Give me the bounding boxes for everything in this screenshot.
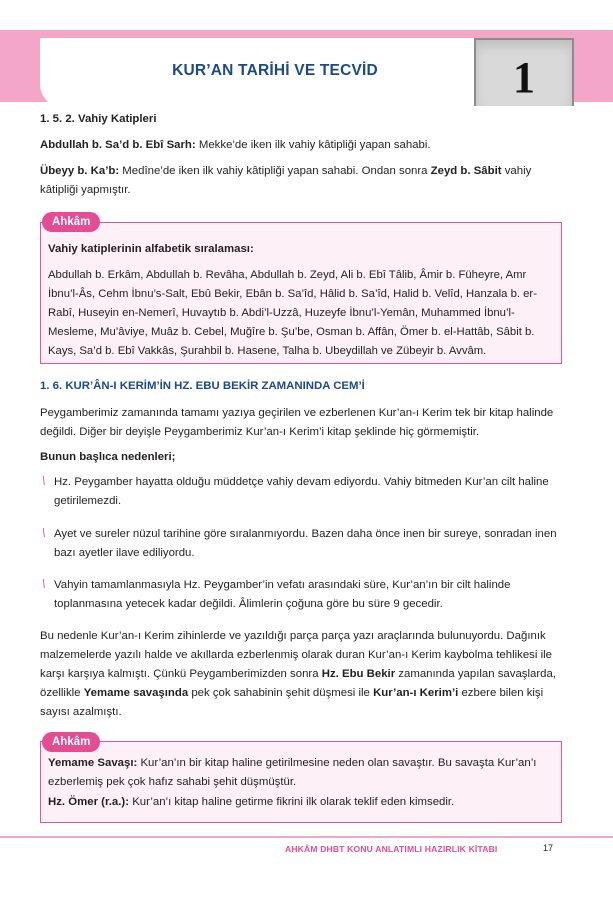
bullet-icon: \ xyxy=(42,526,46,540)
closing-text-3: pek çok sahabinin şehit düşmesi ile xyxy=(188,687,374,699)
ahkam-tab: Ahkâm xyxy=(42,212,100,232)
text-abdullah: Mekke’de iken ilk vahiy kâtipliği yapan sahabi. xyxy=(195,139,431,151)
ahkam-yemame-line xyxy=(48,754,556,792)
header-title-panel xyxy=(40,38,510,108)
def-yemame: Kur’an’ın bir kitap haline getirilmesine neden olan savaştır. Bu savaşta Kur’an’ı ezberlemiş pek çok hafız sahabi şehit düşmüştür. xyxy=(48,757,537,788)
closing-text-1: Bu nedenle Kur’an-ı Kerim zihinlerde ve yazıldığı parça parça yazı araçlarında bulunuyordu. Dağınık malzemelerde yazılı halde ve akıllarda ezberlenmiş olarak duran Kur’an-ı Kerim kaybolma tehlikesi ile karşı karşıya kalmıştı. Çünkü Peygamberimizden sonra xyxy=(40,630,552,680)
page-title: KUR’AN TARİHİ VE TECVİD xyxy=(172,62,378,79)
ahkam-heading-katipler: Vahiy katiplerinin alfabetik sıralaması: xyxy=(48,243,254,255)
term-yemame: Yemame Savaşı: xyxy=(48,757,138,769)
page-number: 17 xyxy=(543,843,554,853)
reasons-heading: Bunun başlıca nedenleri; xyxy=(40,451,176,463)
name-ubeyy: Übeyy b. Ka’b: xyxy=(40,165,120,177)
def-omer: Kur’an’ı kitap haline getirme fikrini ilk olarak teklif eden kimsedir. xyxy=(129,796,455,808)
footer-divider xyxy=(0,836,613,838)
bullet-item: Ayet ve sureler nüzul tarihine göre sıralanmıyordu. Bazen daha önce inen bir sureye, sonradan inen bazı ayetler ilave ediliyordu. xyxy=(54,528,557,559)
bullet-item: Hz. Peygamber hayatta olduğu müddetçe vahiy devam ediyordu. Vahiy bitmeden Kur’an cilt haline getirilemezdi. xyxy=(54,476,549,507)
ahkam-body-katipler: Abdullah b. Erkâm, Abdullah b. Revâha, Abdullah b. Zeyd, Ali b. Ebî Tâlib, Âmir b. Füheyre, Amr İbnu’l-Âs, Cehm İbnu’s-Salt, Ebû Bekir, Ebân b. Sa’îd, Hâlid b. Sa’îd, Halid b. Velîd, Hanzala b. er- Rabî, Huseyin en-Nemerî, Huvaytıb b. Abdi’l-Uzzâ, Huzeyfe İbnu’l-Yemân, Muhammed İbnu’l-Mesleme, Mu’âviye, Muâz b. Cebel, Muğîre b. Şu’be, Osman b. Affân, Ömer b. el-Hattâb, Sâbit b. Kays, Sa’d b. Ebî Vakkâs, Şurahbil b. Hasene, Talha b. Ubeydillah ve Zübeyir b. Avvâm. xyxy=(48,269,537,357)
term-omer: Hz. Ömer (r.a.): xyxy=(48,796,130,808)
closing-bold-ebu-bekir: Hz. Ebu Bekir xyxy=(321,668,396,680)
paragraph-intro: Peygamberimiz zamanında tamamı yazıya geçirilen ve ezberlenen Kur’an-ı Kerim tek bir kitap halinde değildi. Diğer bir deyişle Peygamberimiz Kur’an-ı Kerim’i kitap şeklinde hiç görmemiştir. xyxy=(40,407,554,438)
name-abdullah: Abdullah b. Sa’d b. Ebî Sarh: xyxy=(40,139,196,151)
paragraph-ubeyy xyxy=(40,162,562,200)
paragraph-abdullah xyxy=(40,136,562,155)
text-ubeyy: Medîne’de iken ilk vahiy kâtipliği yapan sahabi. Ondan sonra xyxy=(119,165,431,177)
closing-bold-yemame: Yemame savaşında xyxy=(83,687,189,699)
closing-text-4: ezbere bilen kişi sayısı azalmıştı. xyxy=(40,687,544,718)
chapter-number-box xyxy=(474,38,574,106)
ahkam-tab: Ahkâm xyxy=(42,732,100,752)
text-zeyd: vahiy kâtipliği yapmıştır. xyxy=(40,165,532,196)
closing-bold-kuran: Kur’an-ı Kerim’i xyxy=(373,687,459,699)
footer-book-title: AHKÂM DHBT KONU ANLATIMLI HAZIRLIK KİTABI xyxy=(285,844,498,854)
chapter-number: 1 xyxy=(513,53,535,102)
paragraph-closing xyxy=(40,627,562,722)
section-heading-vahiy-katipleri: 1. 5. 2. Vahiy Katipleri xyxy=(40,113,157,125)
bullet-icon: \ xyxy=(42,474,46,488)
bullet-item: Vahyin tamamlanmasıyla Hz. Peygamber’in vefatı arasındaki süre, Kur’an’ın bir cilt halinde toplanmasına yetecek kadar değildi. Âlimlerin çoğuna göre bu süre 9 gecedir. xyxy=(54,579,511,610)
ahkam-omer-line xyxy=(48,793,556,812)
bullet-icon: \ xyxy=(42,577,46,591)
section-heading-cem: 1. 6. KUR’ÂN-I KERİM’İN HZ. EBU BEKİR ZAMANINDA CEM’İ xyxy=(40,380,365,392)
name-zeyd: Zeyd b. Sâbit xyxy=(430,165,502,177)
closing-text-2: zamanında yapılan savaşlarda, özellikle xyxy=(40,668,556,699)
